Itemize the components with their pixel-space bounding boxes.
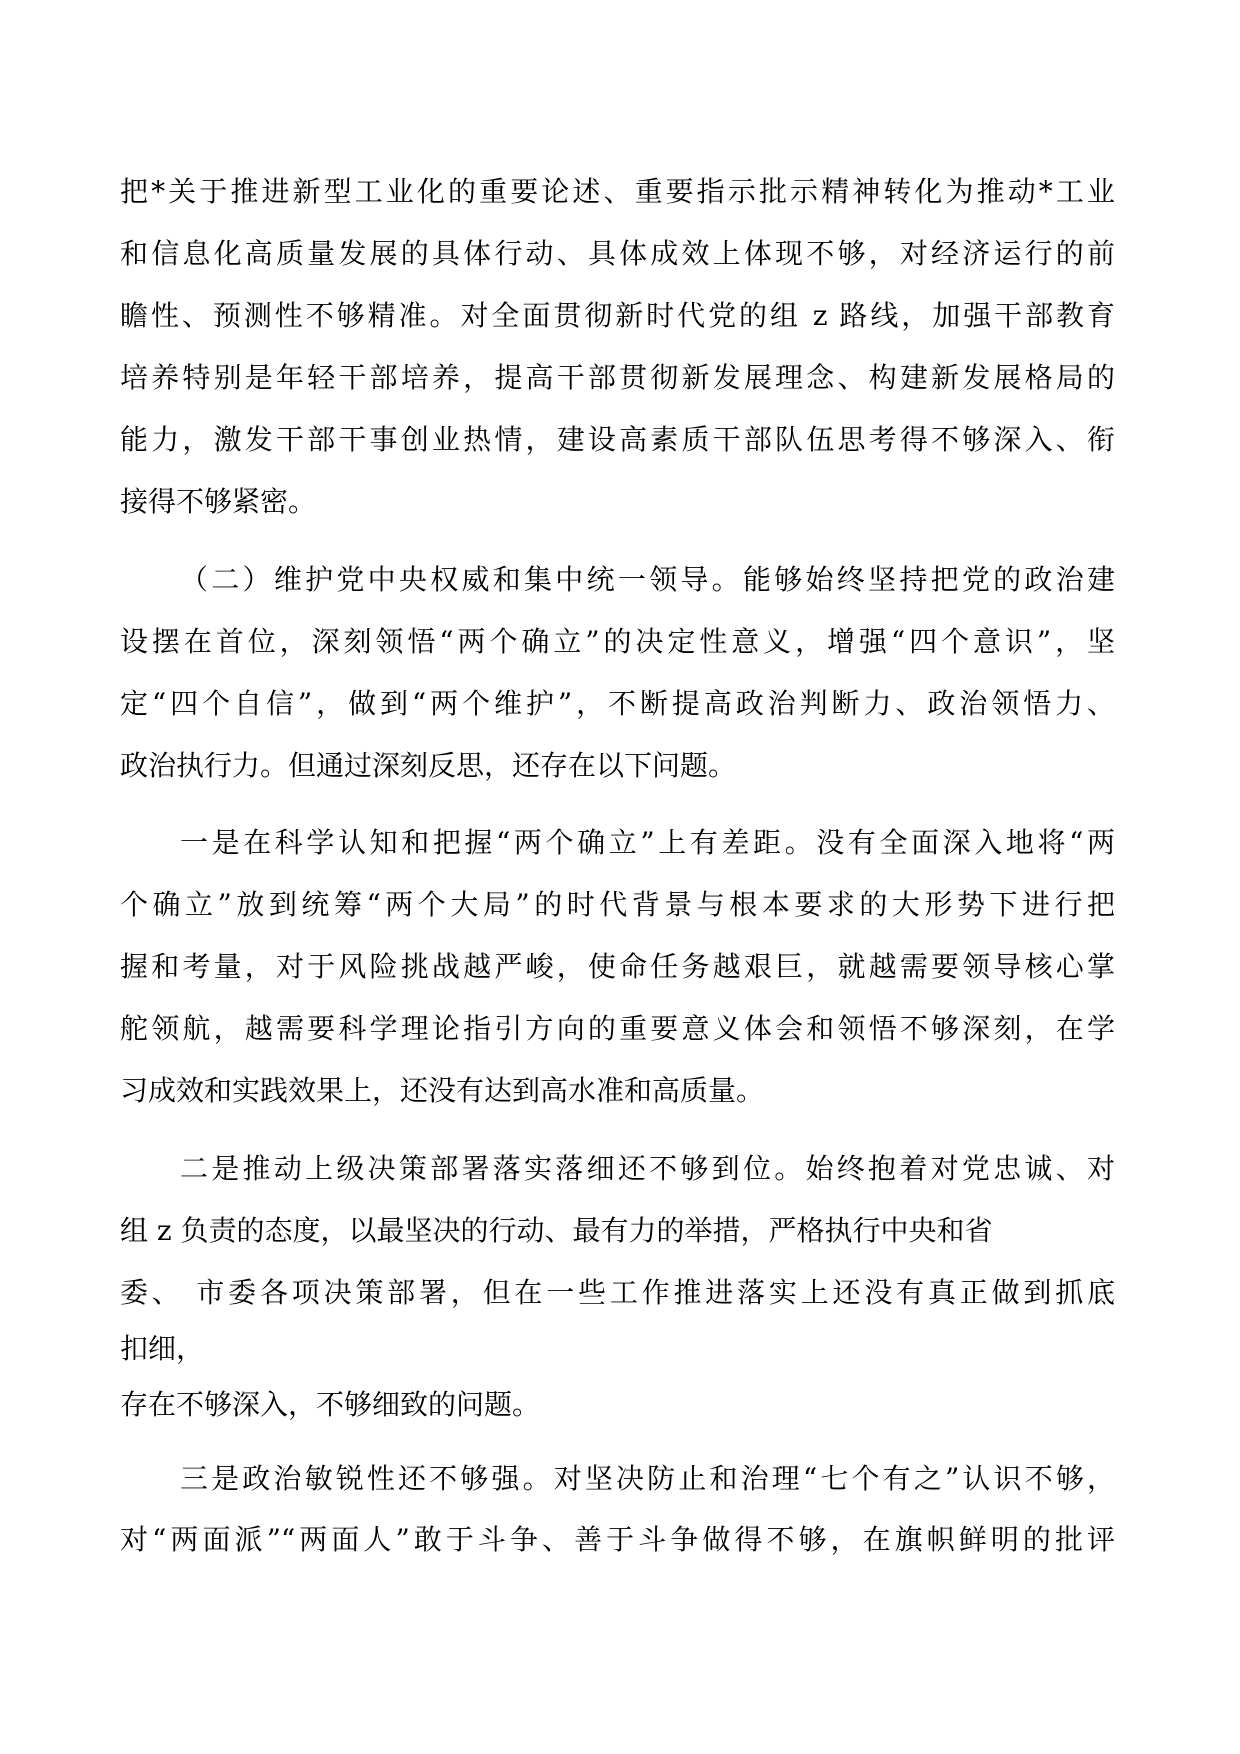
text-line: 舵领航，越需要科学理论指引方向的重要意义体会和领悟不够深刻，在学: [120, 1012, 1115, 1045]
section-heading-line: （二）维护党中央权威和集中统一领导。能够始终坚持把党的政治建: [180, 563, 1115, 596]
text-line: 设摆在首位，深刻领悟“两个确立”的决定性意义，增强“四个意识”，坚: [120, 625, 1115, 658]
text-line: 二是推动上级决策部署落实落细还不够到位。始终抱着对党忠诚、对: [180, 1152, 1115, 1185]
text-line: 培养特别是年轻干部培养，提高干部贯彻新发展理念、构建新发展格局的: [120, 361, 1115, 394]
text-line: 瞻性、预测性不够精准。对全面贯彻新时代党的组 z 路线，加强干部教育: [120, 299, 1115, 332]
text-line: 把*关于推进新型工业化的重要论述、重要指示批示精神转化为推动*工业: [120, 175, 1115, 208]
text-line: 握和考量，对于风险挑战越严峻，使命任务越艰巨，就越需要领导核心掌: [120, 950, 1115, 983]
text-line: 定“四个自信”，做到“两个维护”，不断提高政治判断力、政治领悟力、: [120, 687, 1115, 720]
text-line: 组 z 负责的态度，以最坚决的行动、最有力的举措，严格执行中央和省: [120, 1214, 993, 1247]
text-line: 一是在科学认知和把握“两个确立”上有差距。没有全面深入地将“两: [180, 826, 1115, 859]
text-line: 接得不够紧密。: [120, 485, 317, 518]
text-line: 和信息化高质量发展的具体行动、具体成效上体现不够，对经济运行的前: [120, 237, 1115, 270]
text-line: 扣细，: [120, 1332, 205, 1365]
text-line: 能力，激发干部干事创业热情，建设高素质干部队伍思考得不够深入、衔: [120, 423, 1115, 456]
text-line: 三是政治敏锐性还不够强。对坚决防止和治理“七个有之”认识不够，: [180, 1462, 1115, 1495]
text-line: 个确立”放到统筹“两个大局”的时代背景与根本要求的大形势下进行把: [120, 888, 1115, 921]
text-line: 存在不够深入，不够细致的问题。: [120, 1388, 541, 1421]
text-line: 委、 市委各项决策部署，但在一些工作推进落实上还没有真正做到抓底: [120, 1276, 1115, 1309]
text-line: 政治执行力。但通过深刻反思，还存在以下问题。: [120, 749, 737, 782]
text-line: 对“两面派”“两面人”敢于斗争、善于斗争做得不够，在旗帜鲜明的批评: [120, 1523, 1115, 1556]
text-line: 习成效和实践效果上，还没有达到高水准和高质量。: [120, 1074, 765, 1107]
